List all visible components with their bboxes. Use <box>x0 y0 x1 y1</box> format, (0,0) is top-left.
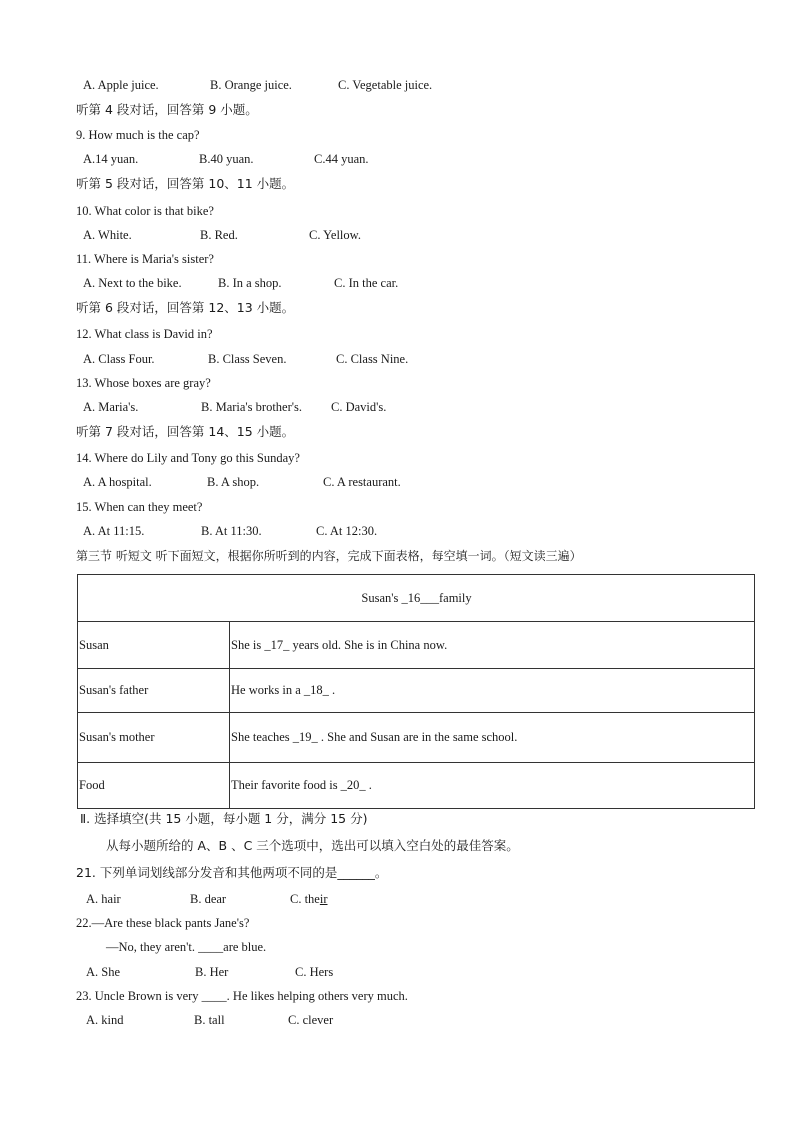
table-row-value: Their favorite food is _20_ . <box>230 763 755 809</box>
question-9: 9. How much is the cap? <box>76 128 200 142</box>
table-row-label: Susan's mother <box>78 713 230 763</box>
question-23: 23. Uncle Brown is very ____. He likes helping others very much. <box>76 989 408 1003</box>
question-14: 14. Where do Lily and Tony go this Sunday? <box>76 451 300 465</box>
table-row-label: Susan <box>78 622 230 669</box>
q8-option-b: B. Orange juice. <box>210 78 292 92</box>
q8-option-c: C. Vegetable juice. <box>338 78 433 92</box>
part-2-heading: Ⅱ. 选择填空(共 15 小题，每小题 1 分，满分 15 分) <box>80 811 368 826</box>
q9-option-a: A.14 yuan. <box>83 152 139 166</box>
q15-option-b: B. At 11:30. <box>201 524 262 538</box>
q23-option-b: B. tall <box>194 1013 225 1027</box>
section-instruction-6: 听第 6 段对话，回答第 12、13 小题。 <box>76 300 295 315</box>
q10-option-b: B. Red. <box>200 228 238 242</box>
q21-option-b: B. dear <box>190 892 227 906</box>
q9-option-b: B.40 yuan. <box>199 152 254 166</box>
table-row <box>78 622 755 669</box>
question-10: 10. What color is that bike? <box>76 204 214 218</box>
q14-option-a: A. A hospital. <box>83 475 152 489</box>
q12-option-a: A. Class Four. <box>83 352 155 366</box>
q8-option-a: A. Apple juice. <box>83 78 159 92</box>
question-12: 12. What class is David in? <box>76 327 213 341</box>
table-row-label: Susan's father <box>78 669 230 713</box>
q13-option-c: C. David's. <box>331 400 387 414</box>
q10-option-a: A. White. <box>83 228 132 242</box>
q21-option-c-prefix: C. the <box>290 892 320 906</box>
q15-option-a: A. At 11:15. <box>83 524 145 538</box>
q22-option-c: C. Hers <box>295 965 334 979</box>
q21-option-c <box>290 891 328 907</box>
question-15: 15. When can they meet? <box>76 500 203 514</box>
part-2-instruction: 从每小题所给的 A、B 、C 三个选项中，选出可以填入空白处的最佳答案。 <box>106 838 519 853</box>
question-11: 11. Where is Maria's sister? <box>76 252 214 266</box>
table-row <box>78 713 755 763</box>
q13-option-a: A. Maria's. <box>83 400 139 414</box>
q11-option-b: B. In a shop. <box>218 276 282 290</box>
question-13: 13. Whose boxes are gray? <box>76 376 211 390</box>
q22-option-b: B. Her <box>195 965 229 979</box>
q12-option-c: C. Class Nine. <box>336 352 409 366</box>
q23-option-a: A. kind <box>86 1013 124 1027</box>
table-title: Susan's _16___family <box>78 575 755 622</box>
q9-option-c: C.44 yuan. <box>314 152 369 166</box>
q13-option-b: B. Maria's brother's. <box>201 400 303 414</box>
q10-option-c: C. Yellow. <box>309 228 361 242</box>
section-instruction-7: 听第 7 段对话，回答第 14、15 小题。 <box>76 424 295 439</box>
q21-option-c-underlined: ir <box>319 892 328 906</box>
table-row-value: She teaches _19_ . She and Susan are in the same school. <box>230 713 755 763</box>
section-instruction-5: 听第 5 段对话，回答第 10、11 小题。 <box>76 176 295 191</box>
table-row-value: She is _17_ years old. She is in China now. <box>230 622 755 669</box>
question-22: 22.—Are these black pants Jane's? <box>76 916 250 930</box>
question-22-response: —No, they aren't. ____are blue. <box>106 940 267 954</box>
q15-option-c: C. At 12:30. <box>316 524 378 538</box>
table-row <box>78 669 755 713</box>
q14-option-c: C. A restaurant. <box>323 475 401 489</box>
table-row-label: Food <box>78 763 230 809</box>
section-instruction-4: 听第 4 段对话，回答第 9 小题。 <box>76 102 258 117</box>
q14-option-b: B. A shop. <box>207 475 260 489</box>
q11-option-c: C. In the car. <box>334 276 399 290</box>
susan-family-table <box>77 574 755 809</box>
q12-option-b: B. Class Seven. <box>208 352 287 366</box>
question-21: 21. 下列单词划线部分发音和其他两项不同的是______。 <box>76 865 388 880</box>
table-title-row <box>78 575 755 622</box>
q11-option-a: A. Next to the bike. <box>83 276 182 290</box>
section-3-heading: 第三节 听短文 听下面短文，根据你所听到的内容，完成下面表格，每空填一词。（短文读三遍） <box>76 549 582 563</box>
table-row-value: He works in a _18_ . <box>230 669 755 713</box>
q21-option-a: A. hair <box>86 892 121 906</box>
q23-option-c: C. clever <box>288 1013 334 1027</box>
table-row <box>78 763 755 809</box>
q22-option-a: A. She <box>86 965 121 979</box>
